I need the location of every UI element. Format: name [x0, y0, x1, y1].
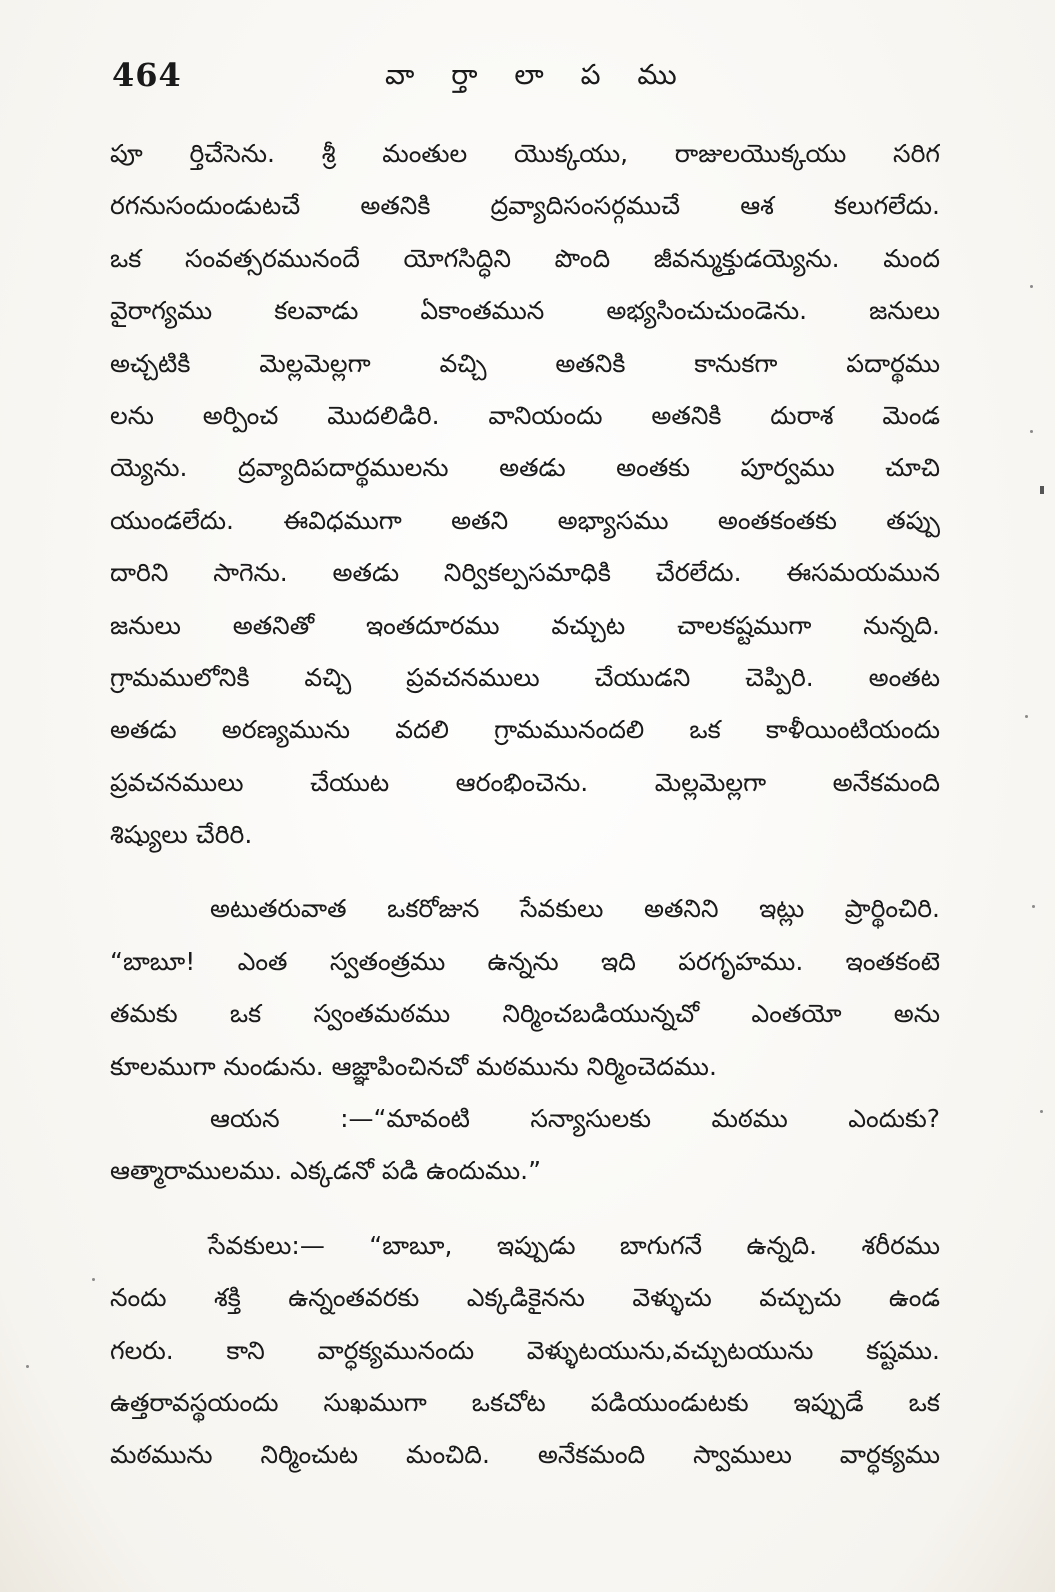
text-line: ఆయన :—“మావంటి సన్యాసులకు మఠము ఎందుకు?: [210, 1104, 940, 1134]
scan-speck: [1025, 715, 1028, 718]
text-line: తమకు ఒక స్వంతమఠము నిర్మించబడియున్నచో ఎంతయో అను: [110, 999, 940, 1029]
text-line: య్యెను. ద్రవ్యాదిపదార్థములను అతడు అంతకు పూర్వము చూచి: [110, 453, 940, 483]
text-line: ఉత్తరావస్థయందు సుఖముగా ఒకచోట పడియుండుటకు ఇప్పుడే ఒక: [110, 1387, 940, 1417]
text-line: మఠమును నిర్మించుట మంచిది. అనేకమంది స్వాములు వార్ధక్యము: [110, 1440, 940, 1470]
scan-speck: [1040, 1110, 1043, 1113]
text-line: నందు శక్తి ఉన్నంతవరకు ఎక్కడికైనను వెళ్ళుచు వచ్చుచు ఉండ: [110, 1283, 940, 1313]
text-line: అతడు అరణ్యమును వదలి గ్రామమునందలి ఒక కాళీయింటియందు: [110, 715, 940, 745]
text-line: గలరు. కాని వార్ధక్యమునందు వెళ్ళుటయును,వచ్చుటయును కష్టము.: [110, 1335, 940, 1365]
text-line: గ్రామములోనికి వచ్చి ప్రవచనములు చేయుడని చెప్పిరి. అంతట: [110, 662, 940, 692]
scan-speck: [92, 1278, 95, 1281]
running-title: వా ర్తా లా ప ము: [385, 58, 691, 91]
text-line: పూ ర్తిచేసెను. శ్రీ మంతుల యొక్కయు, రాజులయొక్కయు సరిగ: [110, 139, 940, 168]
body-text: [110, 128, 940, 1482]
scan-speck: [1030, 430, 1033, 433]
text-line: ఒక సంవత్సరమునందే యోగసిద్ధిని పొంది జీవన్ముక్తుడయ్యెను. మంద: [110, 243, 940, 273]
text-line: ఆత్మారాములము. ఎక్కడనో పడి ఉందుము.”: [110, 1156, 542, 1186]
text-line: దారిని సాగెను. అతడు నిర్వికల్పసమాధికి చేరలేదు. ఈసమయమున: [110, 558, 940, 588]
text-line: యుండలేదు. ఈవిధముగా అతని అభ్యాసము అంతకంతకు తప్పు: [110, 505, 940, 535]
paragraph: [110, 883, 940, 1093]
text-line: కూలముగా నుండును. ఆజ్ఞాపించినచో మఠమును నిర్మించెదము.: [110, 1051, 717, 1081]
text-line: వైరాగ్యము కలవాడు ఏకాంతమున అభ్యసించుచుండెను. జనులు: [110, 296, 940, 326]
text-line: సేవకులు:— “బాబూ, ఇప్పుడు బాగుగనే ఉన్నది. శరీరము: [208, 1230, 940, 1260]
text-line: శిష్యులు చేరిరి.: [110, 820, 253, 850]
text-line: లను అర్పించ మొదలిడిరి. వానియందు అతనికి దురాశ మెండ: [110, 400, 940, 430]
paragraph: [110, 1220, 940, 1482]
text-line: “బాబూ! ఎంత స్వతంత్రము ఉన్నను ఇది పరగృహము. ఇంతకంటె: [110, 946, 940, 976]
text-line: జనులు అతనితో ఇంతదూరము వచ్చుట చాలకష్టముగా నున్నది.: [110, 610, 940, 640]
text-line: ప్రవచనములు చేయుట ఆరంభించెను. మెల్లమెల్లగా అనేకమంది: [110, 767, 940, 797]
page-number: 464: [112, 56, 182, 94]
paragraph: [110, 128, 940, 861]
text-line: అటుతరువాత ఒకరోజున సేవకులు అతనిని ఇట్లు ప్రార్థించిరి.: [210, 894, 940, 924]
scan-speck: [26, 1365, 29, 1368]
text-line: రగనుసందుండుటచే అతనికి ద్రవ్యాదిసంసర్గముచే ఆశ కలుగలేదు.: [110, 191, 940, 221]
paragraph: [110, 1093, 940, 1198]
scan-speck: [1030, 285, 1033, 288]
scan-speck: [1032, 905, 1035, 908]
scan-speck: [1040, 486, 1044, 494]
text-line: అచ్చటికి మెల్లమెల్లగా వచ్చి అతనికి కానుకగా పదార్థము: [110, 348, 940, 378]
